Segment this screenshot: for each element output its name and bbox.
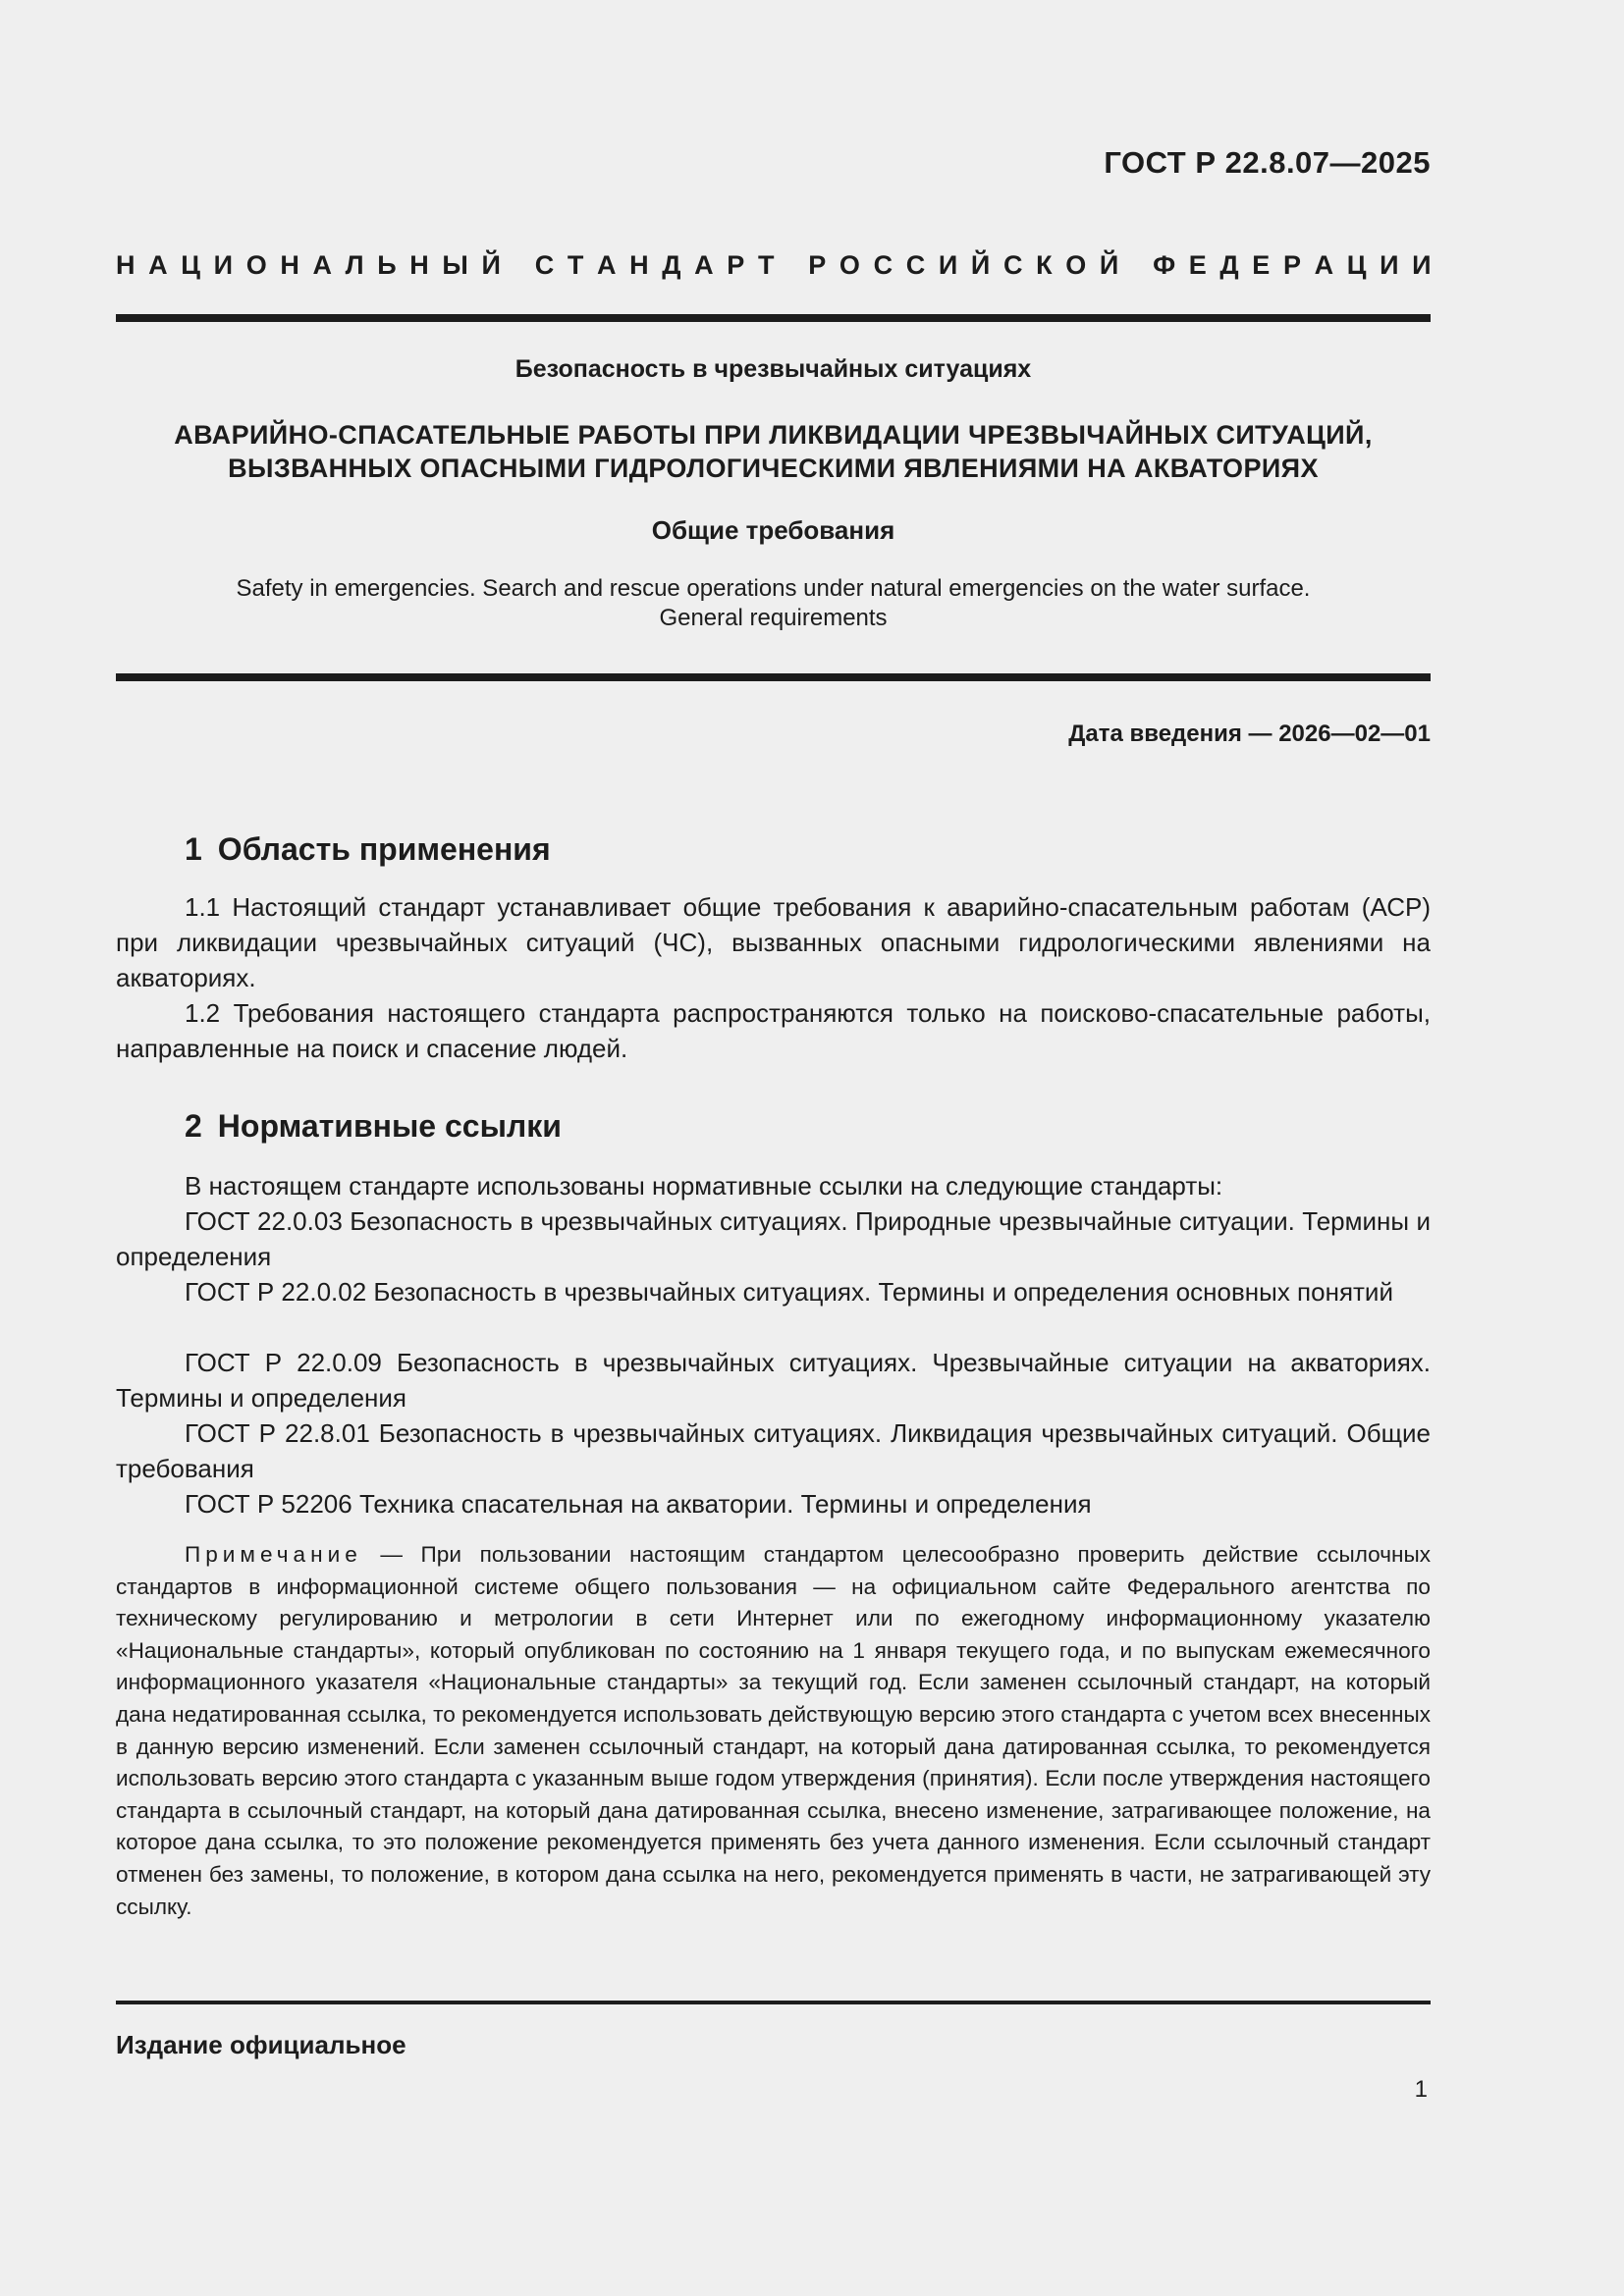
title-bottom-rule: [116, 673, 1431, 681]
banner-letter: [787, 250, 795, 281]
subtitle: Общие требования: [651, 515, 895, 545]
note-text: — При пользовании настоящим стандартом целесообразно проверить действие ссылочных стандартов в информационной системе общего пользования — на официальном сайте Федерального агентства по техническому регулированию и метрологии в сети Интернет или по ежегодному информационному указателю «Национальные стандарты», который опубликован по состоянию на 1 января текущего года, и по выпускам ежемесячного информационного указателя «Национальные стандарты» за текущий год. Если заменен ссылочный стандарт, на который дана недатированная ссылка, то рекомендуется использовать действующую версию этого стандарта с учетом всех внесенных в данную версию изменений. Если заменен ссылочный стандарт, на который дана датированная ссылка, то рекомендуется использовать версию этого стандарта с указанным выше годом утверждения (принятия). Если после утверждения настоящего стандарта в ссылочный стандарт, на который дана датированная ссылка, внесено изменение, затрагивающее положение, на которое дана ссылка, то это положение рекомендуется применять без учета данного изменения. Если ссылочный стандарт отменен без замены, то положение, в котором дана ссылка на него, рекомендуется применять в части, не затрагивающей эту ссылку.: [116, 1542, 1431, 1919]
document-number: ГОСТ Р 22.8.07—2025: [1104, 145, 1431, 180]
banner-letter: Н: [629, 250, 649, 280]
banner-letter: Й: [970, 250, 991, 280]
banner-letter: И: [1412, 250, 1432, 280]
banner-letter: О: [1065, 250, 1087, 280]
banner-letter: Л: [345, 250, 364, 280]
english-title: [116, 574, 1431, 633]
section-2-number: 2: [185, 1108, 202, 1144]
banner-letter: Д: [1219, 250, 1239, 280]
note: [116, 1539, 1431, 1923]
banner-letter: С: [905, 250, 926, 280]
reference-item: ГОСТ Р 52206 Техника спасательная на акватории. Термины и определения: [185, 1489, 1092, 1519]
main-title-line-2: ВЫЗВАННЫХ ОПАСНЫМИ ГИДРОЛОГИЧЕСКИМИ ЯВЛЕНИЯМИ НА АКВАТОРИЯХ: [228, 454, 1319, 483]
section-1-title: Область применения: [217, 831, 551, 867]
banner-letter: С: [1002, 250, 1023, 280]
banner-letter: Р: [808, 250, 827, 280]
main-title: [116, 418, 1431, 485]
banner-letter: А: [1314, 250, 1334, 280]
banner-letter: А: [596, 250, 617, 280]
footer-rule: [116, 2001, 1431, 2004]
banner-letter: Т: [757, 250, 775, 280]
official-edition-label: Издание официальное: [116, 2030, 406, 2059]
banner-letter: Р: [1282, 250, 1301, 280]
section-2-heading: [185, 1108, 562, 1145]
banner-letter: Ц: [1346, 250, 1367, 280]
main-title-line-1: АВАРИЙНО-СПАСАТЕЛЬНЫЕ РАБОТЫ ПРИ ЛИКВИДАЦИИ ЧРЕЗВЫЧАЙНЫХ СИТУАЦИЙ,: [174, 420, 1373, 450]
banner-letter: Н: [409, 250, 429, 280]
banner-letter: О: [245, 250, 267, 280]
reference-item: ГОСТ Р 22.0.09 Безопасность в чрезвычайных ситуациях. Чрезвычайные ситуации на акваториях. Термины и определения: [116, 1348, 1431, 1413]
banner-letter: Ь: [377, 250, 397, 280]
banner-letter: Й: [481, 250, 501, 280]
banner-letter: Ц: [181, 250, 201, 280]
banner-letter: И: [938, 250, 958, 280]
field-title: Безопасность в чрезвычайных ситуациях: [514, 355, 1032, 383]
banner-letter: К: [1036, 250, 1053, 280]
banner-letter: [514, 250, 522, 281]
section-2-title: Нормативные ссылки: [217, 1108, 562, 1144]
section-1-paragraph-1: 1.1 Настоящий стандарт устанавливает общие требования к аварийно-спасательным работам (АСР) при ликвидации чрезвычайных ситуаций (ЧС), вызванных опасными гидрологическими явлениями на акваториях.: [116, 892, 1431, 992]
banner-letter: И: [1380, 250, 1399, 280]
banner-letter: Т: [567, 250, 584, 280]
reference-item: ГОСТ 22.0.03 Безопасность в чрезвычайных ситуациях. Природные чрезвычайные ситуации. Термины и определения: [116, 1206, 1431, 1271]
banner-letter: Й: [1099, 250, 1119, 280]
banner-letter: С: [873, 250, 893, 280]
national-standard-banner: [116, 250, 1432, 281]
banner-letter: Н: [116, 250, 135, 280]
banner-letter: [1132, 250, 1140, 281]
banner-letter: Ф: [1153, 250, 1176, 280]
reference-item: ГОСТ Р 22.8.01 Безопасность в чрезвычайных ситуациях. Ликвидация чрезвычайных ситуаций. Общие требования: [116, 1418, 1431, 1483]
english-title-line-2: General requirements: [659, 605, 888, 631]
section-1-paragraph-2: 1.2 Требования настоящего стандарта распространяются только на поисково-спасательные работы, направленные на поиск и спасение людей.: [116, 998, 1431, 1063]
banner-letter: С: [534, 250, 555, 280]
section-1-heading: [185, 831, 551, 868]
section-1-number: 1: [185, 831, 202, 867]
banner-letter: А: [148, 250, 168, 280]
banner-letter: Д: [662, 250, 681, 280]
banner-letter: Е: [1188, 250, 1207, 280]
banner-letter: Ы: [442, 250, 468, 280]
banner-letter: А: [312, 250, 332, 280]
note-label: Примечание: [185, 1542, 362, 1567]
banner-letter: О: [839, 250, 860, 280]
page-number: 1: [1414, 2076, 1428, 2103]
english-title-line-1: Safety in emergencies. Search and rescue operations under natural emergencies on the water surface.: [236, 575, 1311, 602]
banner-letter: Е: [1252, 250, 1271, 280]
banner-letter: И: [213, 250, 234, 280]
top-rule: [116, 314, 1431, 322]
reference-item: ГОСТ Р 22.0.02 Безопасность в чрезвычайных ситуациях. Термины и определения основных понятий: [185, 1277, 1393, 1307]
introduction-date: Дата введения — 2026—02—01: [1068, 721, 1431, 747]
section-2-intro: В настоящем стандарте использованы нормативные ссылки на следующие стандарты:: [185, 1171, 1223, 1201]
banner-letter: А: [694, 250, 714, 280]
banner-letter: Н: [280, 250, 299, 280]
banner-letter: Р: [727, 250, 745, 280]
